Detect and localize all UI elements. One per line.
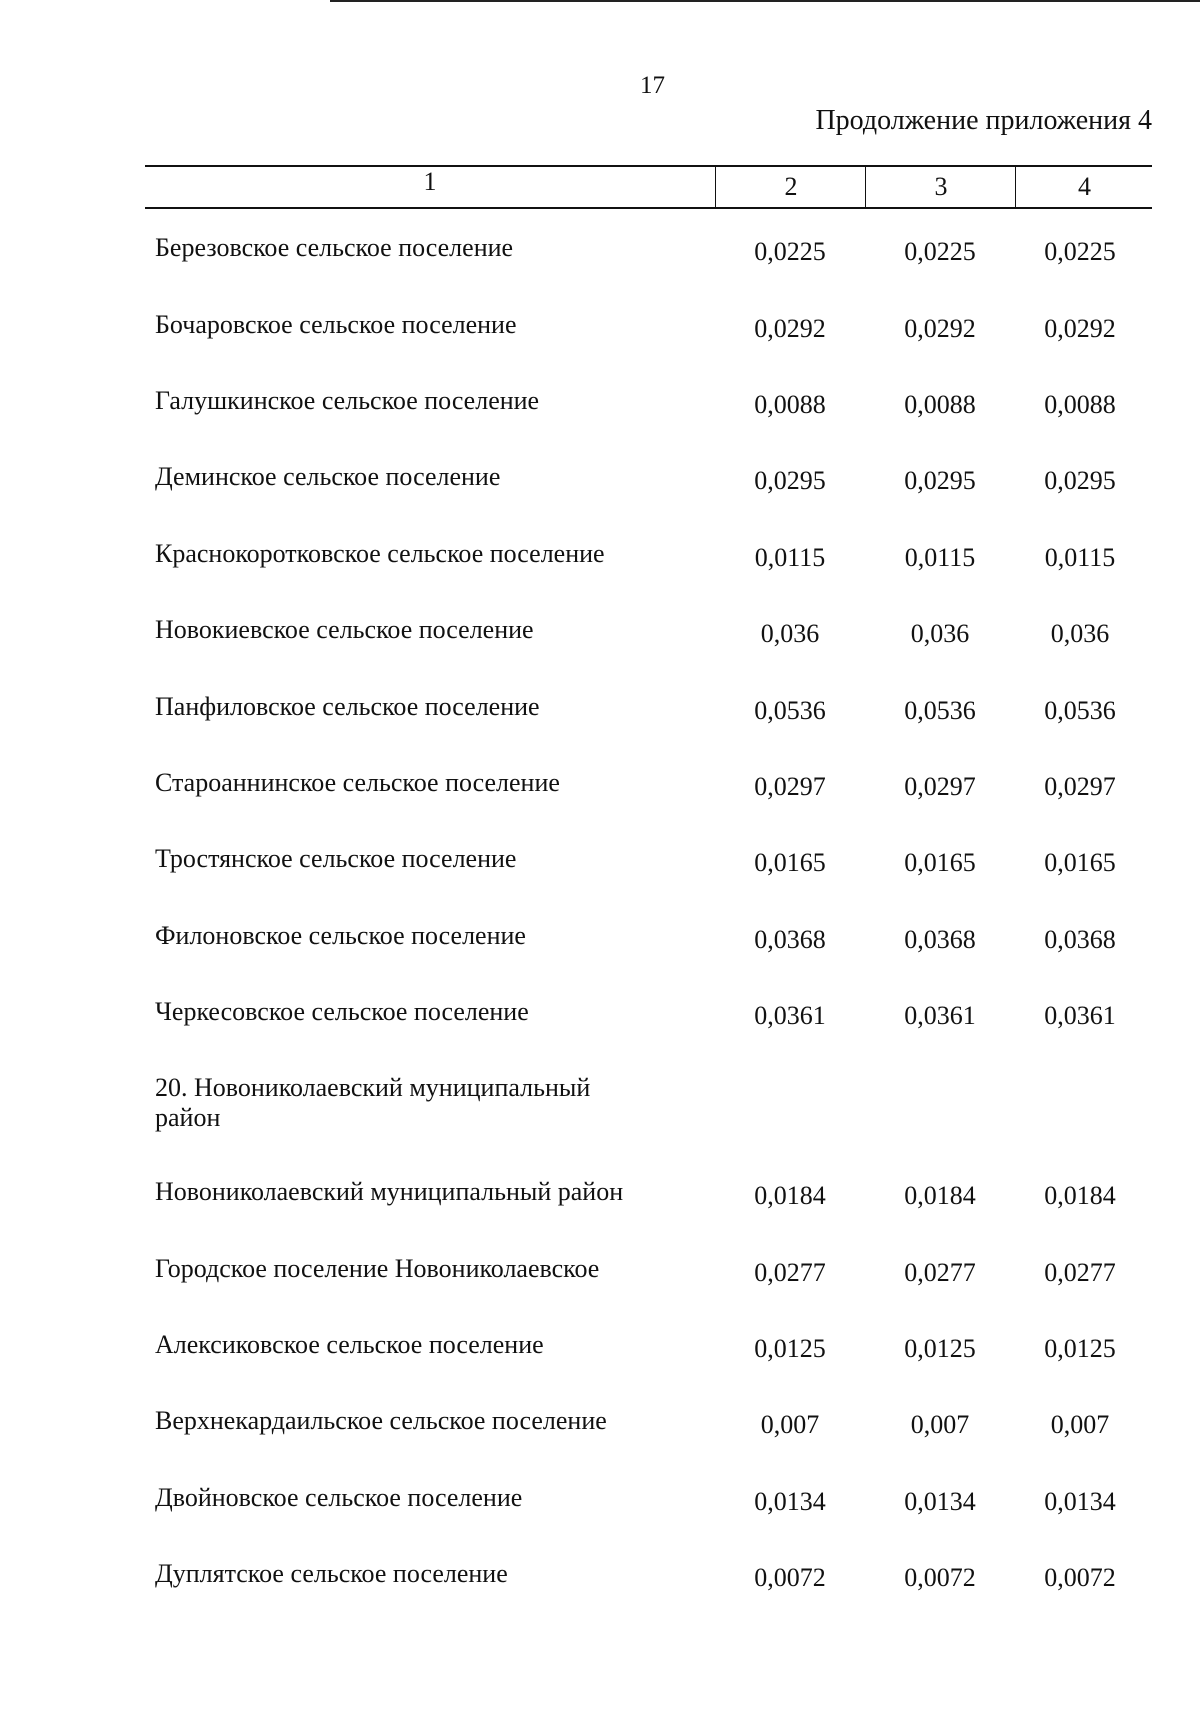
settlement-name: Староаннинское сельское поселение <box>155 768 560 797</box>
table-row <box>0 386 1200 426</box>
value-col-2: 0,0277 <box>754 1258 826 1287</box>
value-col-3: 0,0125 <box>904 1334 976 1363</box>
settlement-name: Двойновское сельское поселение <box>155 1483 523 1512</box>
value-col-4: 0,007 <box>1050 1410 1110 1439</box>
value-col-4: 0,0115 <box>1044 543 1116 572</box>
value-col-2: 0,0225 <box>754 237 826 266</box>
value-col-4: 0,0184 <box>1044 1181 1116 1210</box>
table-row <box>0 1330 1200 1370</box>
value-col-2: 0,0295 <box>754 466 826 495</box>
value-col-2: 0,0297 <box>754 772 826 801</box>
value-col-4: 0,0297 <box>1044 772 1116 801</box>
table-header <box>145 165 1152 209</box>
value-col-3: 0,0088 <box>904 390 976 419</box>
value-col-4: 0,0125 <box>1044 1334 1116 1363</box>
section-heading-row <box>0 1073 1200 1143</box>
table-row <box>0 1254 1200 1294</box>
value-col-2: 0,0165 <box>754 848 826 877</box>
value-col-2: 0,0072 <box>754 1563 826 1592</box>
settlement-name: Тростянское сельское поселение <box>155 844 517 873</box>
table-row <box>0 768 1200 808</box>
value-col-3: 0,0361 <box>904 1001 976 1030</box>
value-col-2: 0,0292 <box>754 314 826 343</box>
value-col-3: 0,007 <box>910 1410 970 1439</box>
value-col-3: 0,0368 <box>904 925 976 954</box>
value-col-3: 0,0225 <box>904 237 976 266</box>
value-col-2: 0,0361 <box>754 1001 826 1030</box>
table-row <box>0 539 1200 579</box>
page-number: 17 <box>640 72 665 99</box>
value-col-3: 0,0165 <box>904 848 976 877</box>
value-col-4: 0,0361 <box>1044 1001 1116 1030</box>
settlement-name: Новокиевское сельское поселение <box>155 615 534 644</box>
value-col-4: 0,0368 <box>1044 925 1116 954</box>
value-col-2: 0,0125 <box>754 1334 826 1363</box>
table-row <box>0 310 1200 350</box>
settlement-name: Дуплятское сельское поселение <box>155 1559 508 1588</box>
settlement-name: Березовское сельское поселение <box>155 233 514 262</box>
header-column-4: 4 <box>1015 167 1153 207</box>
value-col-3: 0,0277 <box>904 1258 976 1287</box>
table-row <box>0 921 1200 961</box>
value-col-4: 0,0088 <box>1044 390 1116 419</box>
value-col-2: 0,0184 <box>754 1181 826 1210</box>
value-col-2: 0,007 <box>760 1410 820 1439</box>
value-col-4: 0,0277 <box>1044 1258 1116 1287</box>
table-row <box>0 1559 1200 1599</box>
value-col-3: 0,0115 <box>904 543 976 572</box>
value-col-3: 0,0292 <box>904 314 976 343</box>
value-col-4: 0,0295 <box>1044 466 1116 495</box>
table-row <box>0 997 1200 1037</box>
value-col-4: 0,0536 <box>1044 696 1116 725</box>
value-col-3: 0,0297 <box>904 772 976 801</box>
settlement-name: Деминское сельское поселение <box>155 462 501 491</box>
value-col-4: 0,036 <box>1050 619 1110 648</box>
top-rule <box>330 0 1200 2</box>
settlement-name: Алексиковское сельское поселение <box>155 1330 544 1359</box>
settlement-name: Новониколаевский муниципальный район <box>155 1177 624 1206</box>
settlement-name: Городское поселение Новониколаевское <box>155 1254 600 1283</box>
value-col-4: 0,0225 <box>1044 237 1116 266</box>
header-column-1: 1 <box>423 167 437 196</box>
value-col-4: 0,0134 <box>1044 1487 1116 1516</box>
value-col-2: 0,0536 <box>754 696 826 725</box>
table-row <box>0 1483 1200 1523</box>
appendix-continuation-note: Продолжение приложения 4 <box>815 105 1152 136</box>
table-row <box>0 462 1200 502</box>
table-row <box>0 844 1200 884</box>
value-col-2: 0,0134 <box>754 1487 826 1516</box>
table-row <box>0 233 1200 273</box>
value-col-2: 0,036 <box>760 619 820 648</box>
value-col-3: 0,0536 <box>904 696 976 725</box>
value-col-2: 0,0368 <box>754 925 826 954</box>
value-col-2: 0,0088 <box>754 390 826 419</box>
table-row <box>0 1406 1200 1446</box>
settlement-name: Черкесовское сельское поселение <box>155 997 529 1026</box>
value-col-3: 0,036 <box>910 619 970 648</box>
settlement-name: Бочаровское сельское поселение <box>155 310 517 339</box>
district-section-heading: 20. Новониколаевский муниципальный район <box>155 1073 591 1132</box>
value-col-3: 0,0184 <box>904 1181 976 1210</box>
table-row <box>0 615 1200 655</box>
value-col-4: 0,0292 <box>1044 314 1116 343</box>
header-column-3: 3 <box>865 167 1016 207</box>
settlement-name: Верхнекардаильское сельское поселение <box>155 1406 607 1435</box>
value-col-4: 0,0072 <box>1044 1563 1116 1592</box>
table-row <box>0 1177 1200 1217</box>
settlement-name: Панфиловское сельское поселение <box>155 692 540 721</box>
settlement-name: Филоновское сельское поселение <box>155 921 526 950</box>
value-col-4: 0,0165 <box>1044 848 1116 877</box>
table-row <box>0 692 1200 732</box>
value-col-2: 0,0115 <box>754 543 826 572</box>
header-column-2: 2 <box>715 167 866 207</box>
value-col-3: 0,0072 <box>904 1563 976 1592</box>
value-col-3: 0,0134 <box>904 1487 976 1516</box>
settlement-name: Галушкинское сельское поселение <box>155 386 540 415</box>
value-col-3: 0,0295 <box>904 466 976 495</box>
settlement-name: Краснокоротковское сельское поселение <box>155 539 605 568</box>
